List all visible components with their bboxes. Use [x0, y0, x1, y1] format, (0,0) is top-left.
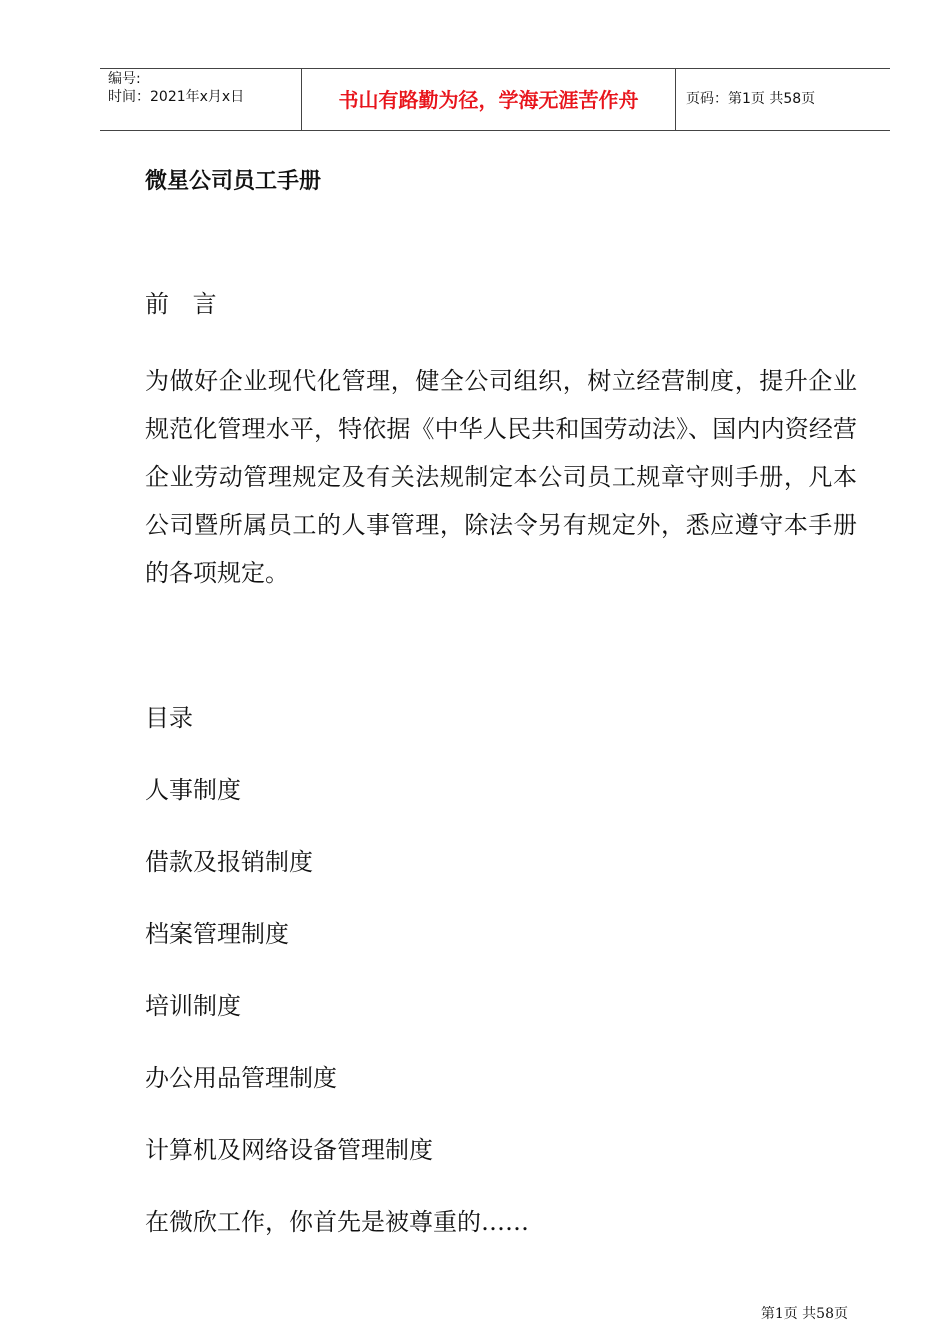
document-title: 微星公司员工手册 — [145, 169, 322, 194]
toc-list — [145, 774, 529, 1278]
toc-item: 在微欣工作，你首先是被尊重的…… — [145, 1208, 529, 1236]
header-motto: 书山有路勤为径，学海无涯苦作舟 — [338, 88, 639, 112]
toc-item: 办公用品管理制度 — [145, 1064, 337, 1092]
toc-item: 借款及报销制度 — [145, 848, 313, 876]
preface-heading: 前 言 — [145, 290, 225, 318]
header-right-cell — [676, 69, 890, 130]
toc-item: 计算机及网络设备管理制度 — [145, 1136, 433, 1164]
date-label: 时间：2021年x月x日 — [108, 89, 245, 105]
header-left-cell — [100, 69, 302, 130]
page-header — [100, 68, 890, 131]
preface-paragraph: 为做好企业现代化管理，健全公司组织，树立经营制度，提升企业规范化管理水平，特依据《中华人民共和国劳动法》、国内内资经营企业劳动管理规定及有关法规制定本公司员工规章守则手册，凡本公司暨所属员工的人事管理，除法令另有规定外，悉应遵守本手册的各项规定。 — [145, 367, 857, 587]
page-footer: 第1页 共58页 — [760, 1306, 848, 1322]
toc-heading: 目录 — [145, 704, 193, 732]
header-middle-cell — [302, 69, 676, 130]
serial-number-label: 编号: — [108, 71, 141, 87]
toc-item: 档案管理制度 — [145, 920, 289, 948]
toc-item: 人事制度 — [145, 776, 241, 804]
header-page-info: 页码：第1页 共58页 — [686, 91, 816, 107]
toc-item: 培训制度 — [145, 992, 241, 1020]
